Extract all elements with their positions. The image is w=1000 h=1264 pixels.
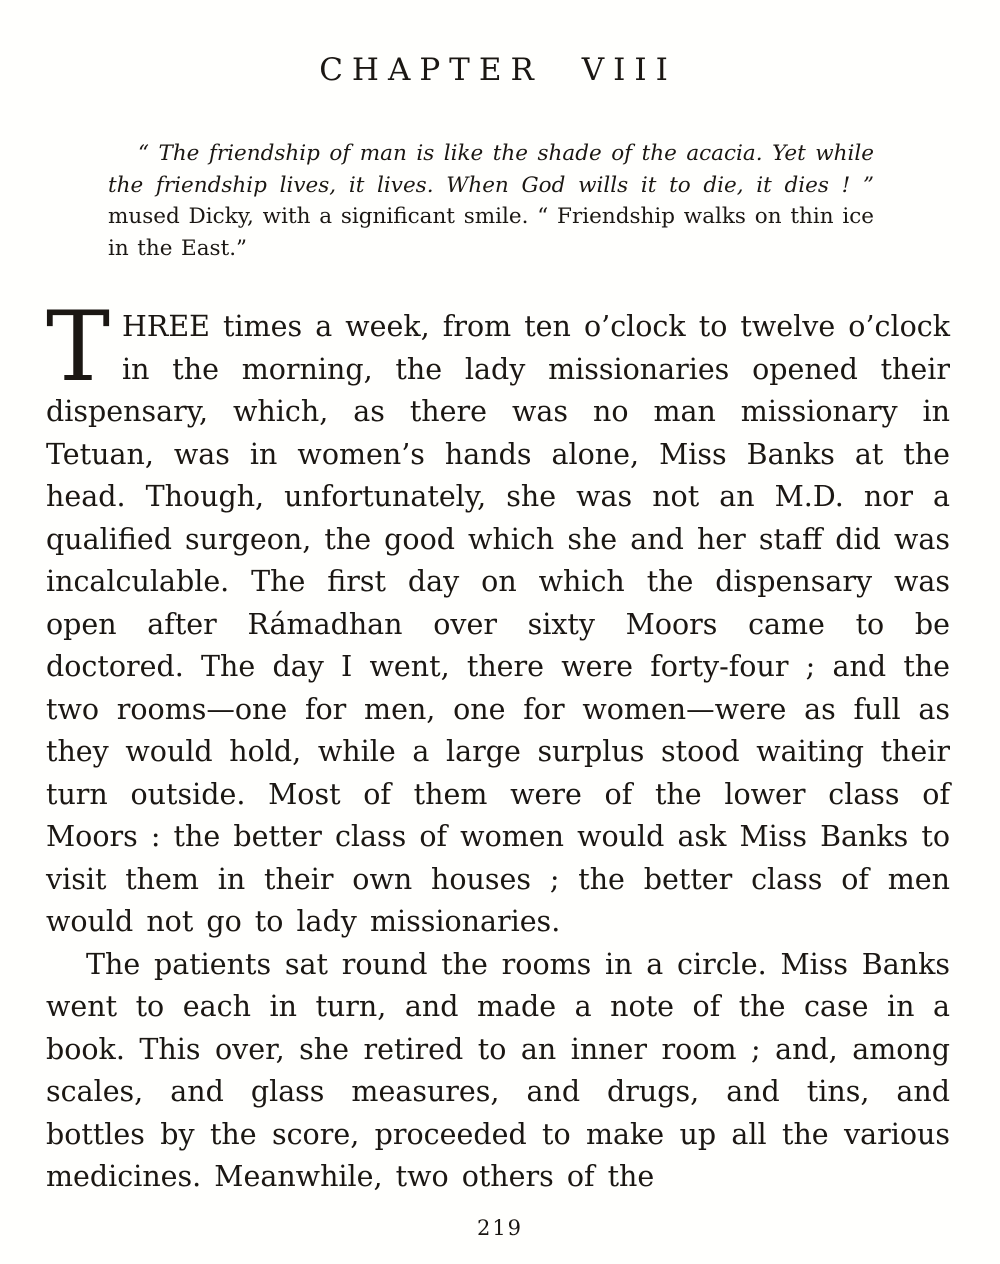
paragraph-first [46, 291, 950, 944]
dropcap-letter: T [46, 291, 111, 403]
page-number: 219 [476, 1216, 524, 1240]
epigraph [108, 138, 874, 264]
paragraph-first-text: times a week, from ten o’clock to twelve o’clock in the morning, the lady missionaries opened their dispensary, which, as there was no man missionary in Tetuan, was in women’s hands alone, Miss Banks at the head. Though, unfortunately, she was not an M.D. nor a qualified surgeon, the good which she and her staff did was incalculable. The first day on which the dispensary was open after Rámadhan over sixty Moors came to be doctored. The day I went, there were forty-four ; and the two rooms—one for men, one for women—were as full as they would hold, while a large surplus stood waiting their turn outside. Most of them were of the lower class of Moors : the better class of women would ask Miss Banks to visit them in their own houses ; the better class of men would not go to lady missionaries. [46, 310, 950, 938]
epigraph-quote: “ The friendship of man is like the shade of the acacia. Yet while the friendship lives, it lives. When God wills it to die, it dies ! ” [108, 141, 874, 198]
paragraph-second: The patients sat round the rooms in a circle. Miss Banks went to each in turn, and made a note of the case in a book. This over, she retired to an inner room ; and, among scales, and glass measures, and drugs, and tins, and bottles by the score, proceeded to make up all the various medicines. Meanwhile, two others of the [46, 947, 950, 1193]
chapter-title: CHAPTER VIII [319, 52, 677, 88]
epigraph-attribution: mused Dicky, with a significant smile. “ Friendship walks on thin ice in the East.” [108, 204, 874, 261]
paragraph-first-opening: HREE [122, 310, 210, 343]
body-text [46, 291, 950, 1199]
